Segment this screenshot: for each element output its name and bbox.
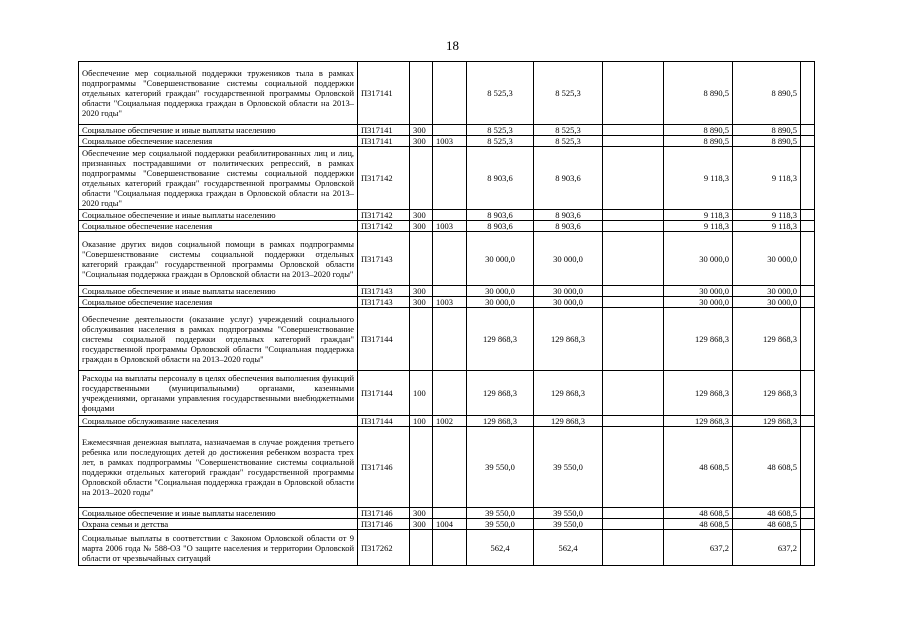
row-amount-4: 129 868,3 bbox=[664, 371, 733, 416]
table-row bbox=[79, 519, 815, 530]
row-amount-4: 30 000,0 bbox=[664, 297, 733, 308]
table-row bbox=[79, 125, 815, 136]
table-row bbox=[79, 508, 815, 519]
row-amount-5: 129 868,3 bbox=[733, 308, 801, 371]
row-amount-4: 48 608,5 bbox=[664, 519, 733, 530]
row-expense-type bbox=[410, 62, 433, 125]
row-code: П317146 bbox=[358, 508, 410, 519]
page-number: 18 bbox=[446, 38, 459, 53]
row-section bbox=[433, 232, 467, 286]
row-name: Охрана семьи и детства bbox=[79, 519, 358, 530]
row-section bbox=[433, 508, 467, 519]
row-amount-6 bbox=[801, 221, 815, 232]
row-code: П317146 bbox=[358, 427, 410, 508]
row-section bbox=[433, 125, 467, 136]
row-amount-5: 9 118,3 bbox=[733, 147, 801, 210]
table-row bbox=[79, 416, 815, 427]
row-amount-6 bbox=[801, 530, 815, 566]
row-amount-2: 8 525,3 bbox=[534, 62, 603, 125]
row-amount-4: 8 890,5 bbox=[664, 125, 733, 136]
row-amount-2: 30 000,0 bbox=[534, 232, 603, 286]
table-row bbox=[79, 221, 815, 232]
row-section bbox=[433, 286, 467, 297]
row-amount-6 bbox=[801, 147, 815, 210]
row-amount-3 bbox=[603, 427, 664, 508]
table-row bbox=[79, 427, 815, 508]
row-amount-1: 8 525,3 bbox=[467, 62, 534, 125]
row-amount-4: 30 000,0 bbox=[664, 232, 733, 286]
row-section bbox=[433, 62, 467, 125]
row-expense-type: 300 bbox=[410, 136, 433, 147]
row-amount-4: 9 118,3 bbox=[664, 221, 733, 232]
row-amount-5: 8 890,5 bbox=[733, 62, 801, 125]
row-amount-4: 129 868,3 bbox=[664, 308, 733, 371]
row-amount-5: 30 000,0 bbox=[733, 297, 801, 308]
table-row bbox=[79, 530, 815, 566]
row-amount-1: 8 525,3 bbox=[467, 136, 534, 147]
row-name: Социальное обеспечение населения bbox=[79, 136, 358, 147]
row-amount-6 bbox=[801, 62, 815, 125]
row-section: 1003 bbox=[433, 221, 467, 232]
row-expense-type: 300 bbox=[410, 508, 433, 519]
row-section bbox=[433, 308, 467, 371]
table-row bbox=[79, 308, 815, 371]
row-amount-5: 9 118,3 bbox=[733, 210, 801, 221]
row-section bbox=[433, 371, 467, 416]
row-amount-3 bbox=[603, 416, 664, 427]
row-amount-5: 48 608,5 bbox=[733, 427, 801, 508]
row-amount-3 bbox=[603, 530, 664, 566]
table-row bbox=[79, 210, 815, 221]
row-name: Оказание других видов социальной помощи в рамках подпрограммы "Совершенствование системы социальной поддержки отдельных категорий граждан" государственной программы Орловской области "Социальная поддержка граждан в Орловской области на 2013–2020 годы" bbox=[79, 232, 358, 286]
row-amount-1: 39 550,0 bbox=[467, 427, 534, 508]
row-amount-3 bbox=[603, 136, 664, 147]
row-amount-1: 30 000,0 bbox=[467, 286, 534, 297]
row-amount-2: 30 000,0 bbox=[534, 286, 603, 297]
row-amount-2: 129 868,3 bbox=[534, 308, 603, 371]
row-amount-2: 39 550,0 bbox=[534, 519, 603, 530]
table-row bbox=[79, 232, 815, 286]
row-expense-type: 300 bbox=[410, 125, 433, 136]
row-code: П317144 bbox=[358, 416, 410, 427]
row-amount-6 bbox=[801, 232, 815, 286]
row-expense-type bbox=[410, 232, 433, 286]
row-code: П317142 bbox=[358, 147, 410, 210]
row-code: П317143 bbox=[358, 232, 410, 286]
row-amount-1: 129 868,3 bbox=[467, 371, 534, 416]
row-amount-2: 8 525,3 bbox=[534, 125, 603, 136]
row-code: П317142 bbox=[358, 210, 410, 221]
row-name: Социальные выплаты в соответствии с Законом Орловской области от 9 марта 2006 года № 588-ОЗ "О защите населения и территории Орловской области от чрезвычайных ситуаций bbox=[79, 530, 358, 566]
row-name: Обеспечение деятельности (оказание услуг) учреждений социального обслуживания населения в рамках подпрограммы "Совершенствование системы социальной поддержки отдельных категорий граждан" государственной программы Орловской области "Социальная поддержка граждан в Орловской области на 2013–2020 годы" bbox=[79, 308, 358, 371]
row-section bbox=[433, 210, 467, 221]
row-amount-1: 8 903,6 bbox=[467, 210, 534, 221]
row-name: Обеспечение мер социальной поддержки реабилитированных лиц и лиц, признанных пострадавшими от политических репрессий, в рамках подпрограммы "Совершенствование системы социальной поддержки отдельных категорий граждан" государственной программы Орловской области "Социальная поддержка граждан в Орловской области на 2013–2020 годы" bbox=[79, 147, 358, 210]
row-amount-5: 30 000,0 bbox=[733, 232, 801, 286]
row-name: Ежемесячная денежная выплата, назначаемая в случае рождения третьего ребенка или последующих детей до достижения ребенком возраста трех лет, в рамках подпрограммы "Совершенствование системы социальной поддержки отдельных категорий граждан" государственной программы Орловской области "Социальная поддержка граждан в Орловской области на 2013–2020 годы" bbox=[79, 427, 358, 508]
row-amount-3 bbox=[603, 147, 664, 210]
row-amount-5: 129 868,3 bbox=[733, 416, 801, 427]
budget-table bbox=[78, 61, 815, 566]
row-amount-5: 30 000,0 bbox=[733, 286, 801, 297]
row-name: Социальное обеспечение и иные выплаты населению bbox=[79, 210, 358, 221]
row-expense-type: 300 bbox=[410, 519, 433, 530]
row-amount-1: 129 868,3 bbox=[467, 308, 534, 371]
row-amount-6 bbox=[801, 371, 815, 416]
row-code: П317143 bbox=[358, 286, 410, 297]
table-row bbox=[79, 62, 815, 125]
table-row bbox=[79, 136, 815, 147]
row-amount-4: 637,2 bbox=[664, 530, 733, 566]
row-amount-3 bbox=[603, 286, 664, 297]
row-expense-type bbox=[410, 530, 433, 566]
row-name: Социальное обеспечение и иные выплаты населению bbox=[79, 125, 358, 136]
row-amount-3 bbox=[603, 221, 664, 232]
row-section bbox=[433, 427, 467, 508]
row-section: 1002 bbox=[433, 416, 467, 427]
row-amount-3 bbox=[603, 210, 664, 221]
row-amount-4: 48 608,5 bbox=[664, 508, 733, 519]
table-row bbox=[79, 371, 815, 416]
row-amount-3 bbox=[603, 519, 664, 530]
table-row bbox=[79, 147, 815, 210]
row-expense-type bbox=[410, 147, 433, 210]
row-amount-5: 48 608,5 bbox=[733, 508, 801, 519]
row-amount-1: 562,4 bbox=[467, 530, 534, 566]
row-amount-5: 8 890,5 bbox=[733, 136, 801, 147]
row-amount-3 bbox=[603, 125, 664, 136]
row-section: 1003 bbox=[433, 297, 467, 308]
row-amount-3 bbox=[603, 508, 664, 519]
row-amount-1: 39 550,0 bbox=[467, 519, 534, 530]
row-amount-2: 562,4 bbox=[534, 530, 603, 566]
row-amount-3 bbox=[603, 371, 664, 416]
row-section: 1004 bbox=[433, 519, 467, 530]
row-amount-4: 8 890,5 bbox=[664, 62, 733, 125]
row-amount-2: 129 868,3 bbox=[534, 371, 603, 416]
row-section bbox=[433, 147, 467, 210]
row-expense-type: 300 bbox=[410, 286, 433, 297]
row-amount-6 bbox=[801, 308, 815, 371]
row-amount-5: 9 118,3 bbox=[733, 221, 801, 232]
row-expense-type: 300 bbox=[410, 210, 433, 221]
row-expense-type bbox=[410, 427, 433, 508]
row-amount-2: 39 550,0 bbox=[534, 427, 603, 508]
row-amount-5: 129 868,3 bbox=[733, 371, 801, 416]
row-amount-2: 8 903,6 bbox=[534, 210, 603, 221]
row-name: Социальное обеспечение и иные выплаты населению bbox=[79, 508, 358, 519]
row-amount-6 bbox=[801, 286, 815, 297]
row-amount-2: 8 903,6 bbox=[534, 221, 603, 232]
row-amount-3 bbox=[603, 297, 664, 308]
row-amount-5: 637,2 bbox=[733, 530, 801, 566]
row-amount-2: 39 550,0 bbox=[534, 508, 603, 519]
row-amount-2: 30 000,0 bbox=[534, 297, 603, 308]
row-code: П317143 bbox=[358, 297, 410, 308]
row-section bbox=[433, 530, 467, 566]
row-name: Расходы на выплаты персоналу в целях обеспечения выполнения функций государственными (муниципальными) органами, казенными учреждениями, органами управления государственными внебюджетными фондами bbox=[79, 371, 358, 416]
row-name: Социальное обеспечение населения bbox=[79, 297, 358, 308]
row-expense-type: 300 bbox=[410, 221, 433, 232]
row-amount-6 bbox=[801, 519, 815, 530]
row-amount-5: 8 890,5 bbox=[733, 125, 801, 136]
row-amount-2: 8 525,3 bbox=[534, 136, 603, 147]
row-amount-4: 48 608,5 bbox=[664, 427, 733, 508]
row-name: Социальное обеспечение и иные выплаты населению bbox=[79, 286, 358, 297]
table-row bbox=[79, 286, 815, 297]
row-amount-4: 9 118,3 bbox=[664, 210, 733, 221]
row-amount-2: 129 868,3 bbox=[534, 416, 603, 427]
row-code: П317141 bbox=[358, 136, 410, 147]
row-amount-6 bbox=[801, 136, 815, 147]
row-amount-5: 48 608,5 bbox=[733, 519, 801, 530]
row-amount-4: 8 890,5 bbox=[664, 136, 733, 147]
row-amount-3 bbox=[603, 232, 664, 286]
row-amount-2: 8 903,6 bbox=[534, 147, 603, 210]
row-name: Социальное обслуживание населения bbox=[79, 416, 358, 427]
row-code: П317142 bbox=[358, 221, 410, 232]
row-amount-6 bbox=[801, 416, 815, 427]
row-name: Обеспечение мер социальной поддержки тружеников тыла в рамках подпрограммы "Совершенствование системы социальной поддержки отдельных категорий граждан" государственной программы Орловской области "Социальная поддержка граждан в Орловской области на 2013–2020 годы" bbox=[79, 62, 358, 125]
row-amount-4: 30 000,0 bbox=[664, 286, 733, 297]
row-amount-4: 9 118,3 bbox=[664, 147, 733, 210]
table-row bbox=[79, 297, 815, 308]
row-amount-1: 8 903,6 bbox=[467, 221, 534, 232]
row-code: П317146 bbox=[358, 519, 410, 530]
row-code: П317141 bbox=[358, 62, 410, 125]
row-expense-type: 300 bbox=[410, 297, 433, 308]
row-amount-1: 30 000,0 bbox=[467, 232, 534, 286]
row-section: 1003 bbox=[433, 136, 467, 147]
row-expense-type: 100 bbox=[410, 371, 433, 416]
row-amount-3 bbox=[603, 308, 664, 371]
row-amount-4: 129 868,3 bbox=[664, 416, 733, 427]
row-name: Социальное обеспечение населения bbox=[79, 221, 358, 232]
row-amount-1: 8 903,6 bbox=[467, 147, 534, 210]
row-amount-6 bbox=[801, 125, 815, 136]
row-expense-type: 100 bbox=[410, 416, 433, 427]
row-amount-6 bbox=[801, 297, 815, 308]
row-amount-6 bbox=[801, 210, 815, 221]
row-amount-1: 39 550,0 bbox=[467, 508, 534, 519]
row-code: П317144 bbox=[358, 308, 410, 371]
row-code: П317141 bbox=[358, 125, 410, 136]
row-amount-1: 30 000,0 bbox=[467, 297, 534, 308]
row-code: П317144 bbox=[358, 371, 410, 416]
row-amount-3 bbox=[603, 62, 664, 125]
row-amount-6 bbox=[801, 427, 815, 508]
row-amount-1: 129 868,3 bbox=[467, 416, 534, 427]
row-expense-type bbox=[410, 308, 433, 371]
row-code: П317262 bbox=[358, 530, 410, 566]
row-amount-6 bbox=[801, 508, 815, 519]
row-amount-1: 8 525,3 bbox=[467, 125, 534, 136]
